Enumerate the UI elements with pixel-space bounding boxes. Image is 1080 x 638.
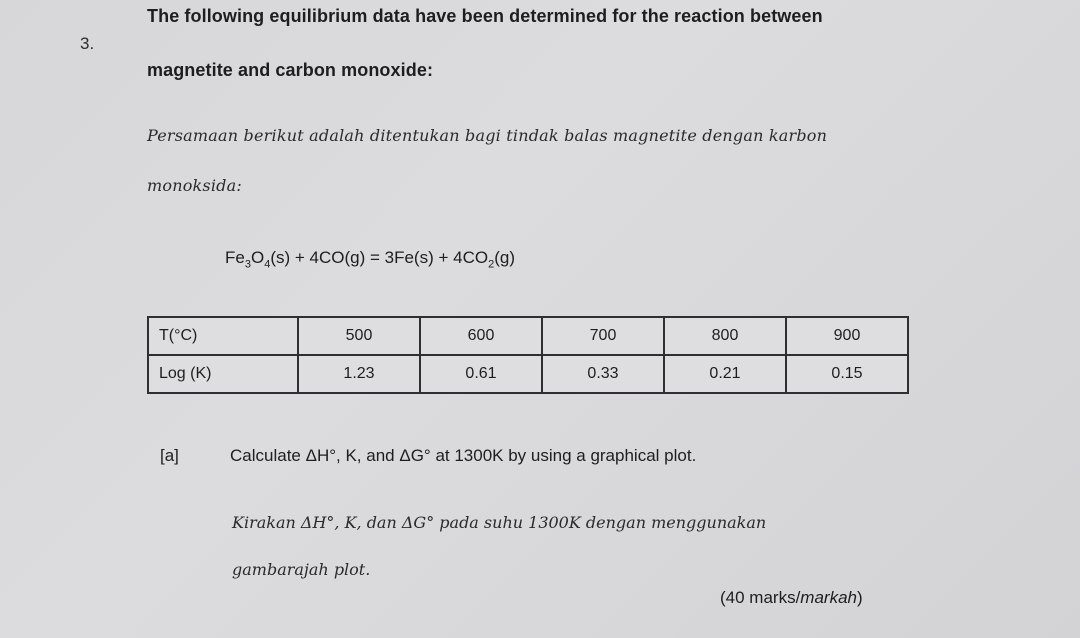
equation-o: O [250, 248, 265, 267]
question-english-line-1: The following equilibrium data have been determined for the reaction between [147, 6, 823, 26]
marks-prefix: (40 marks/ [720, 588, 801, 607]
table-cell: 500 [298, 317, 420, 355]
table-row [148, 355, 908, 393]
table-cell: 800 [664, 317, 786, 355]
equation-end: (g) [494, 248, 515, 267]
question-number: 3. [80, 34, 95, 53]
part-a-label: [a] [160, 446, 179, 465]
table-cell: 0.33 [542, 355, 664, 393]
marks-suffix: ) [856, 588, 863, 607]
equation-middle: (s) + 4CO(g) = 3Fe(s) + 4CO [270, 248, 489, 267]
part-a-english: Calculate ΔH°, K, and ΔG° at 1300K by using a graphical plot. [230, 446, 697, 465]
question-malay-line-1: Persamaan berikut adalah ditentukan bagi tindak balas magnetite dengan karbon [147, 126, 828, 145]
table-cell: 0.61 [420, 355, 542, 393]
table-row-label: Log (K) [148, 355, 298, 393]
table-cell: 600 [420, 317, 542, 355]
marks-malay: markah [800, 588, 857, 607]
equation-fe: Fe [225, 248, 245, 267]
equation-subscript-2: 2 [488, 258, 495, 271]
table-cell: 0.21 [664, 355, 786, 393]
table-cell: 1.23 [298, 355, 420, 393]
part-a-malay-line-1: Kirakan ΔH°, K, dan ΔG° pada suhu 1300K dengan menggunakan [232, 513, 767, 532]
question-malay-line-2: monoksida: [147, 176, 242, 195]
question-english-line-2: magnetite and carbon monoxide: [147, 60, 434, 80]
table-cell: 0.15 [786, 355, 908, 393]
table-row-label: T(°C) [148, 317, 298, 355]
table-row [148, 317, 908, 355]
table-cell: 700 [542, 317, 664, 355]
part-a-malay-line-2: gambarajah plot. [232, 560, 371, 579]
equation-subscript-4: 4 [264, 258, 271, 271]
equilibrium-data-table [147, 316, 909, 394]
equation-subscript-3: 3 [244, 258, 251, 271]
reaction-equation [225, 248, 515, 270]
marks-allocation [720, 588, 863, 608]
table-cell: 900 [786, 317, 908, 355]
